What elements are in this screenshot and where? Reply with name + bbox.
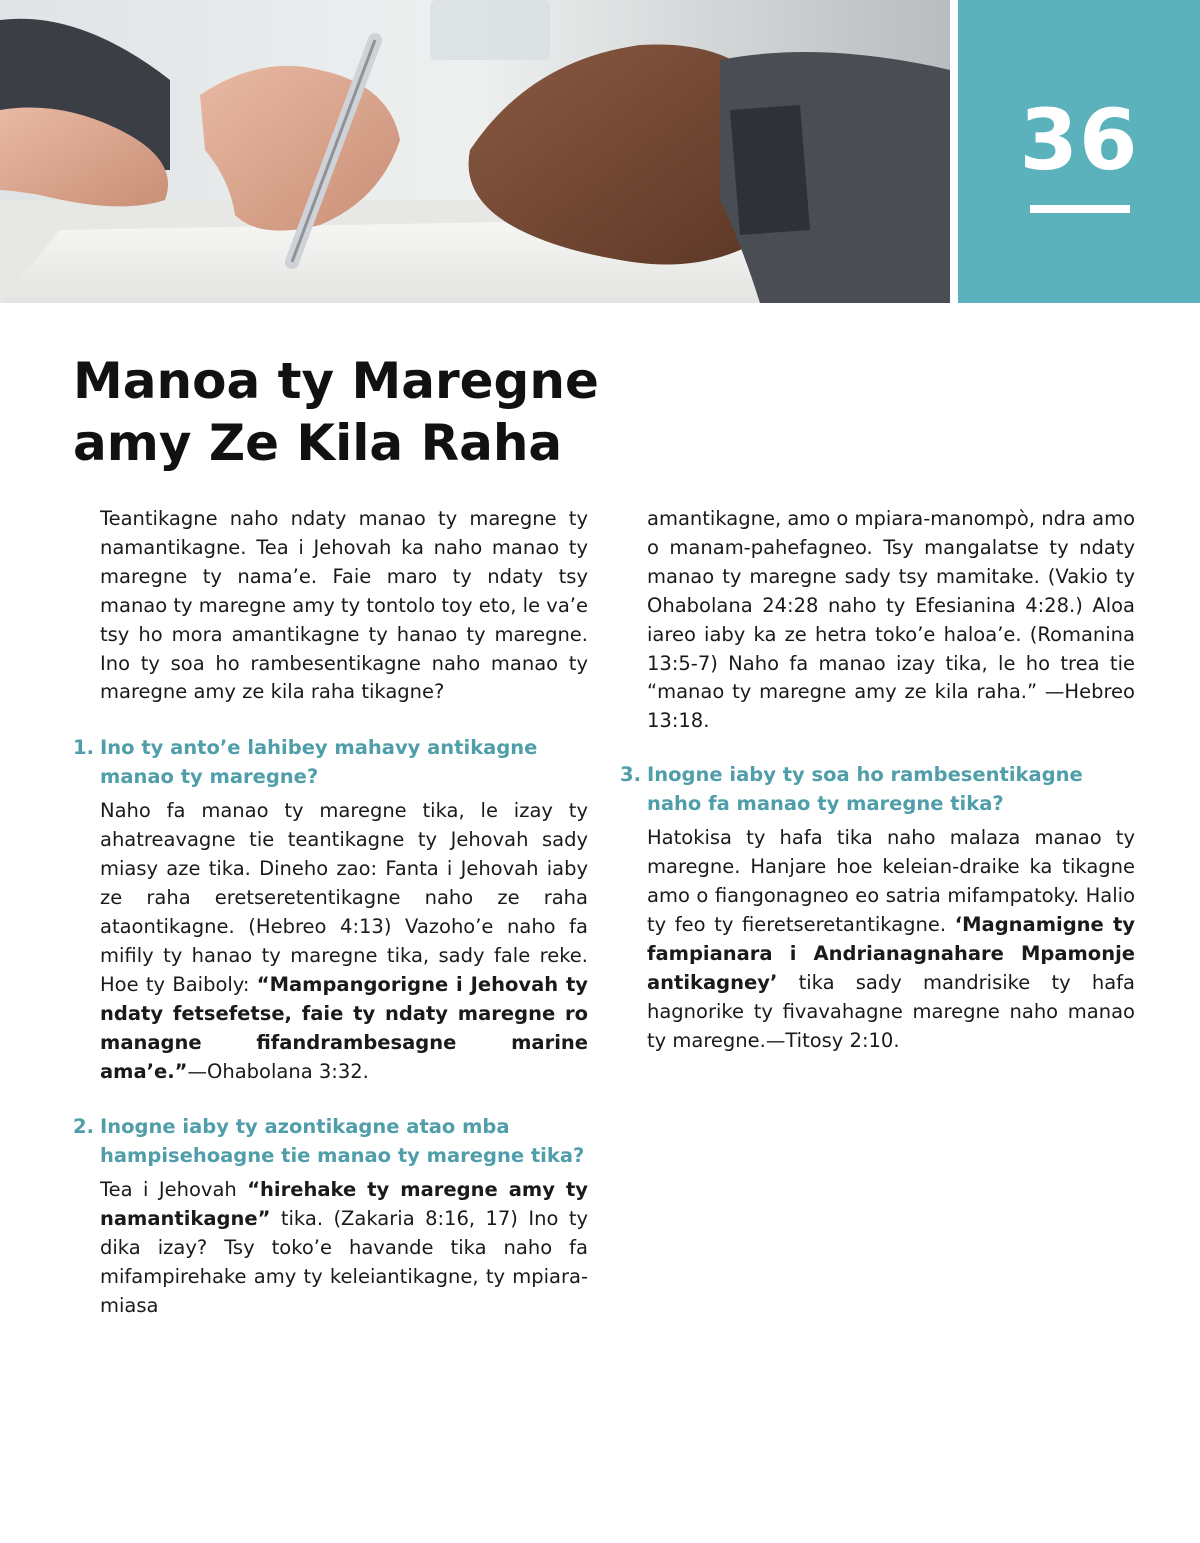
title-line-1: Manoa ty Maregne — [73, 352, 599, 410]
answer-2-quote: “hirehake ty maregne amy ty namantikagne” — [100, 1178, 589, 1231]
answer-1-reference: —Ohabolana 3:32. — [187, 1059, 369, 1083]
lesson-number-badge — [958, 0, 1200, 303]
handshake-photo-illustration — [0, 0, 950, 303]
question-1-heading — [73, 733, 588, 791]
question-1-answer — [100, 797, 588, 1086]
right-column — [620, 505, 1135, 1056]
answer-1-quote: “Mampangorigne i Jehovah ty ndaty fetsefetse, faie ty ndaty maregne ro managne fifandrambesagne marine ama’e.” — [100, 972, 588, 1083]
hero-photo — [0, 0, 950, 303]
left-column — [73, 505, 588, 1321]
answer-3-quote: ‘Magnamigne ty fampianara i Andrianagnahare Mpamonje antikagney’ — [647, 912, 1135, 994]
answer-2-text: Tea i Jehovah — [100, 1178, 248, 1202]
question-2-heading — [73, 1112, 588, 1170]
page-title — [73, 350, 773, 474]
answer-3-text: Hatokisa ty hafa tika naho malaza manao ty maregne. Hanjare hoe keleian-draike ka tikagne amo o fiangonagneo eo satria mifampatoky. Halio ty feo ty fieretseretantikagne. — [647, 826, 1135, 936]
answer-3-reference: tika sady mandrisike ty hafa hagnorike ty fivavahagne maregne naho manao ty maregne.—Titosy 2:10. — [647, 970, 1135, 1052]
question-3-answer — [647, 824, 1135, 1055]
question-3-text: Inogne iaby ty soa ho rambesentikagne naho fa manao ty maregne tika? — [647, 763, 1083, 816]
lesson-number: 36 — [1019, 91, 1139, 189]
badge-underline — [1030, 205, 1130, 213]
answer-1-text: Naho fa manao ty maregne tika, le izay ty ahatreavagne tie teantikagne ty Jehovah sady miasy aze tika. Dineho zao: Fanta i Jehovah iaby ze raha eretseretentikagne naho ze raha ataontikagne. (Hebreo 4:13) Vazoho’e naho fa mifily ty hanao ty maregne tika, sady fale reke. Hoe ty Baiboly: — [100, 799, 588, 996]
question-2-text: Inogne iaby ty azontikagne atao mba hampisehoagne tie manao ty maregne tika? — [100, 1115, 585, 1168]
question-2-answer — [100, 1176, 588, 1321]
question-2-answer-cont: amantikagne, amo o mpiara-manompò, ndra amo o manam-pahefagneo. Tsy mangalatse ty ndaty manao ty maregne sady tsy mamitake. (Vakio ty Ohabolana 24:28 naho ty Efesianina 4:28.) Aloa iareo iaby ka ze hetra toko’e haloa’e. (Romanina 13:5-7) Naho fa manao izay tika, le ho trea tie “manao ty maregne amy ze kila raha.” —Hebreo 13:18. — [647, 507, 1136, 733]
intro-paragraph: Teantikagne naho ndaty manao ty maregne ty namantikagne. Tea i Jehovah ka naho manao ty maregne ty nama’e. Faie maro ty ndaty tsy manao ty maregne amy ty tontolo toy eto, le va’e tsy ho mora amantikagne ty hanao ty maregne. Ino ty soa ho rambesentikagne naho manao ty maregne amy ze kila raha tikagne? — [100, 507, 588, 704]
question-1-number: 1. — [73, 736, 94, 760]
question-1-text: Ino ty anto’e lahibey mahavy antikagne manao ty maregne? — [100, 736, 538, 789]
question-2-number: 2. — [73, 1115, 94, 1139]
answer-2-continued: tika. (Zakaria 8:16, 17) Ino ty dika izay? Tsy toko’e havande tika naho fa mifampirehake amy ty keleiantikagne, ty mpiara-miasa — [100, 1207, 588, 1318]
question-3-number: 3. — [620, 763, 641, 787]
title-line-2: amy Ze Kila Raha — [73, 414, 563, 472]
question-3-heading — [620, 760, 1135, 818]
